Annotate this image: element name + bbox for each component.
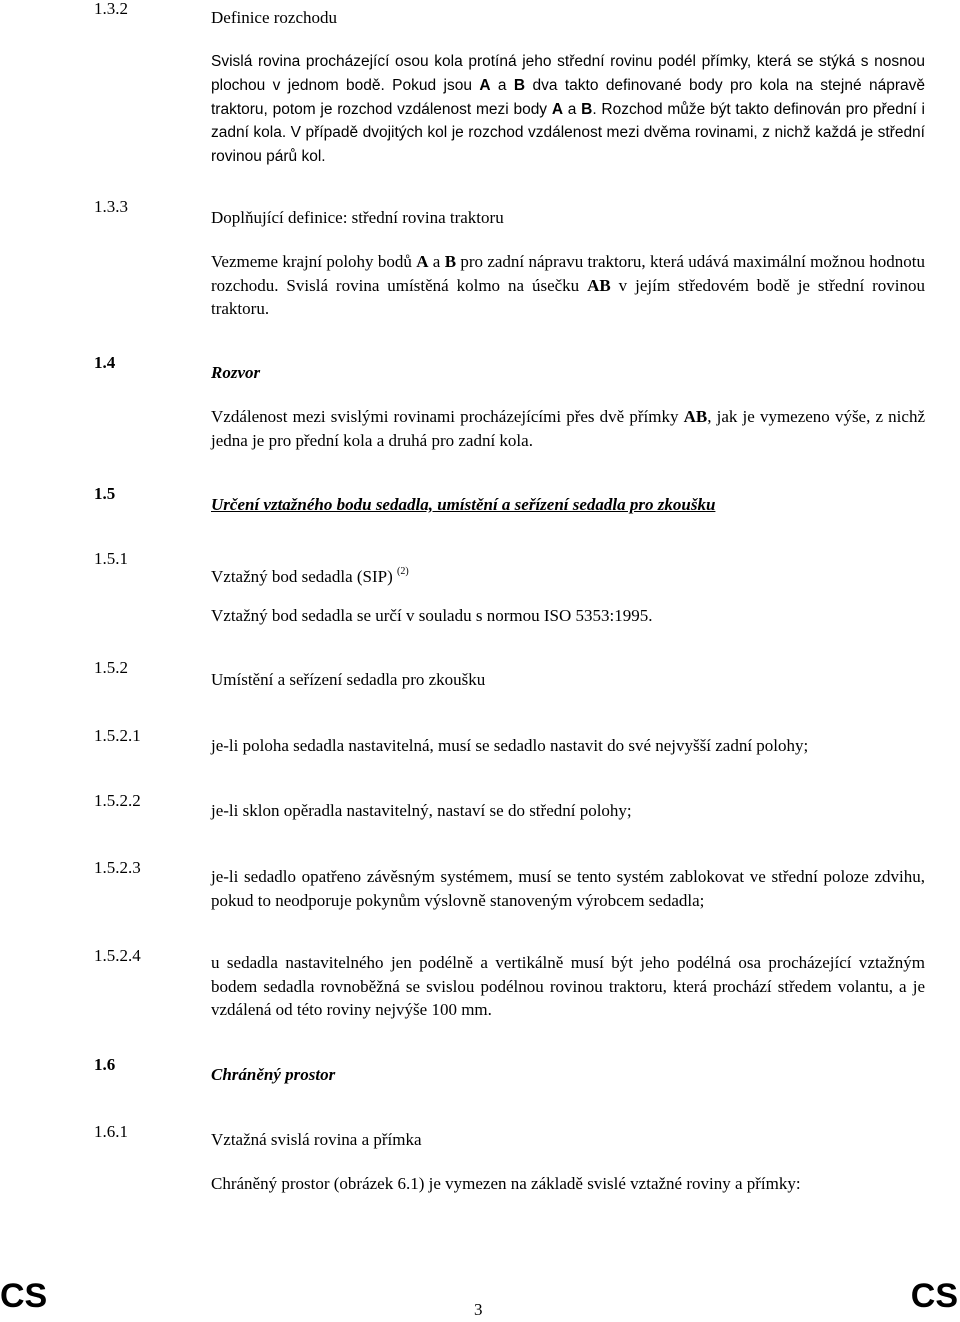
text: a — [428, 252, 445, 271]
point-a: A — [479, 76, 491, 94]
page-number: 3 — [474, 1300, 483, 1319]
footer-language-code-left: CS — [0, 1277, 48, 1315]
text: pro zadní nápravu traktoru, která udává maximální možnou hodnotu rozchodu. Svislá rovina umístěná kolmo na úsečku — [211, 252, 926, 295]
point-a: A — [551, 100, 564, 118]
section-title-1-3-2: Definice rozchodu — [211, 8, 338, 27]
section-number-1-5-2: 1.5.2 — [94, 658, 128, 677]
title-text: Vztažný bod sedadla (SIP) — [211, 567, 393, 586]
text: . Rozchod může být takto definován pro přední i zadní kola. V případě dvojitých kol je rozchod vzdálenost mezi dvěma rovinami, z nichž každá je střední rovinou párů kol. — [211, 100, 925, 166]
paragraph-1-3-2 — [211, 50, 925, 169]
paragraph-1-5-2-1: je-li poloha sedadla nastavitelná, musí se sedadlo nastavit do své nejvyšší zadní polohy; — [211, 736, 809, 755]
text: dva takto definované body pro kola na stejné nápravě traktoru, potom je rozchod vzdálenost mezi body — [211, 76, 925, 118]
section-number-1-5: 1.5 — [94, 484, 116, 503]
paragraph-1-5-2-2: je-li sklon opěradla nastavitelný, nastaví se do střední polohy; — [211, 801, 632, 820]
section-number-1-3-3: 1.3.3 — [94, 197, 128, 216]
paragraph-1-6-1: Chráněný prostor (obrázek 6.1) je vymezen na základě svislé vztažné roviny a přímky: — [211, 1174, 801, 1193]
point-a: A — [416, 252, 429, 271]
section-number-1-5-2-4: 1.5.2.4 — [94, 946, 141, 965]
section-number-1-3-2: 1.3.2 — [94, 0, 128, 18]
point-b: B — [513, 76, 526, 94]
section-title-1-4: Rozvor — [211, 363, 261, 382]
text: , jak je vymezeno výše, z nichž jedna je pro přední kola a druhá pro zadní kola. — [211, 407, 925, 450]
section-title-1-5-2: Umístění a seřízení sedadla pro zkoušku — [211, 670, 486, 689]
text: Vzdálenost mezi svislými rovinami procházejícími přes dvě přímky — [211, 407, 684, 426]
text: Svislá rovina procházející osou kola protíná jeho střední rovinu podél přímky, která se stýká s nosnou plochou v jednom bodě. Pokud jsou — [211, 53, 925, 94]
text: a — [563, 100, 582, 118]
section-title-1-6-1: Vztažná svislá rovina a přímka — [211, 1130, 422, 1149]
paragraph-1-5-1: Vztažný bod sedadla se určí v souladu s normou ISO 5353:1995. — [211, 606, 653, 625]
section-number-1-5-1: 1.5.1 — [94, 549, 128, 568]
point-b: B — [581, 100, 593, 118]
section-title-1-6: Chráněný prostor — [211, 1065, 336, 1084]
text: Vezmeme krajní polohy bodů — [211, 252, 417, 271]
paragraph-1-3-3 — [211, 250, 925, 321]
section-number-1-5-2-2: 1.5.2.2 — [94, 791, 141, 810]
section-number-1-5-2-1: 1.5.2.1 — [94, 726, 141, 745]
section-number-1-6-1: 1.6.1 — [94, 1122, 128, 1141]
section-title-1-3-3: Doplňující definice: střední rovina traktoru — [211, 208, 504, 227]
footnote-ref: (2) — [397, 566, 409, 577]
section-title-1-5-1 — [211, 560, 925, 589]
footer-language-code-right: CS — [910, 1277, 958, 1315]
section-number-1-5-2-3: 1.5.2.3 — [94, 858, 141, 877]
section-number-1-6: 1.6 — [94, 1055, 116, 1074]
text: a — [490, 76, 514, 94]
section-title-1-5: Určení vztažného bodu sedadla, umístění a seřízení sedadla pro zkoušku — [211, 495, 716, 514]
segment-ab: AB — [683, 407, 708, 426]
segment-ab: AB — [587, 275, 611, 295]
paragraph-1-5-2-3: je-li sedadlo opatřeno závěsným systémem, musí se tento systém zablokovat ve střední poloze zdvihu, pokud to neodporuje pokynům výslovně stanoveným výrobcem sedadla; — [211, 867, 925, 910]
section-number-1-4: 1.4 — [94, 353, 116, 372]
paragraph-1-4 — [211, 405, 925, 452]
point-b: B — [444, 252, 457, 271]
paragraph-1-5-2-4: u sedadla nastavitelného jen podélně a vertikálně musí být jeho podélná osa procházející vztažným bodem sedadla rovnoběžná se svislou podélnou rovinou traktoru, která prochází středem volantu, a je vzdálená od této roviny nejvýše 100 mm. — [211, 953, 925, 1019]
text: v jejím středovém bodě je střední rovinou traktoru. — [211, 275, 925, 318]
